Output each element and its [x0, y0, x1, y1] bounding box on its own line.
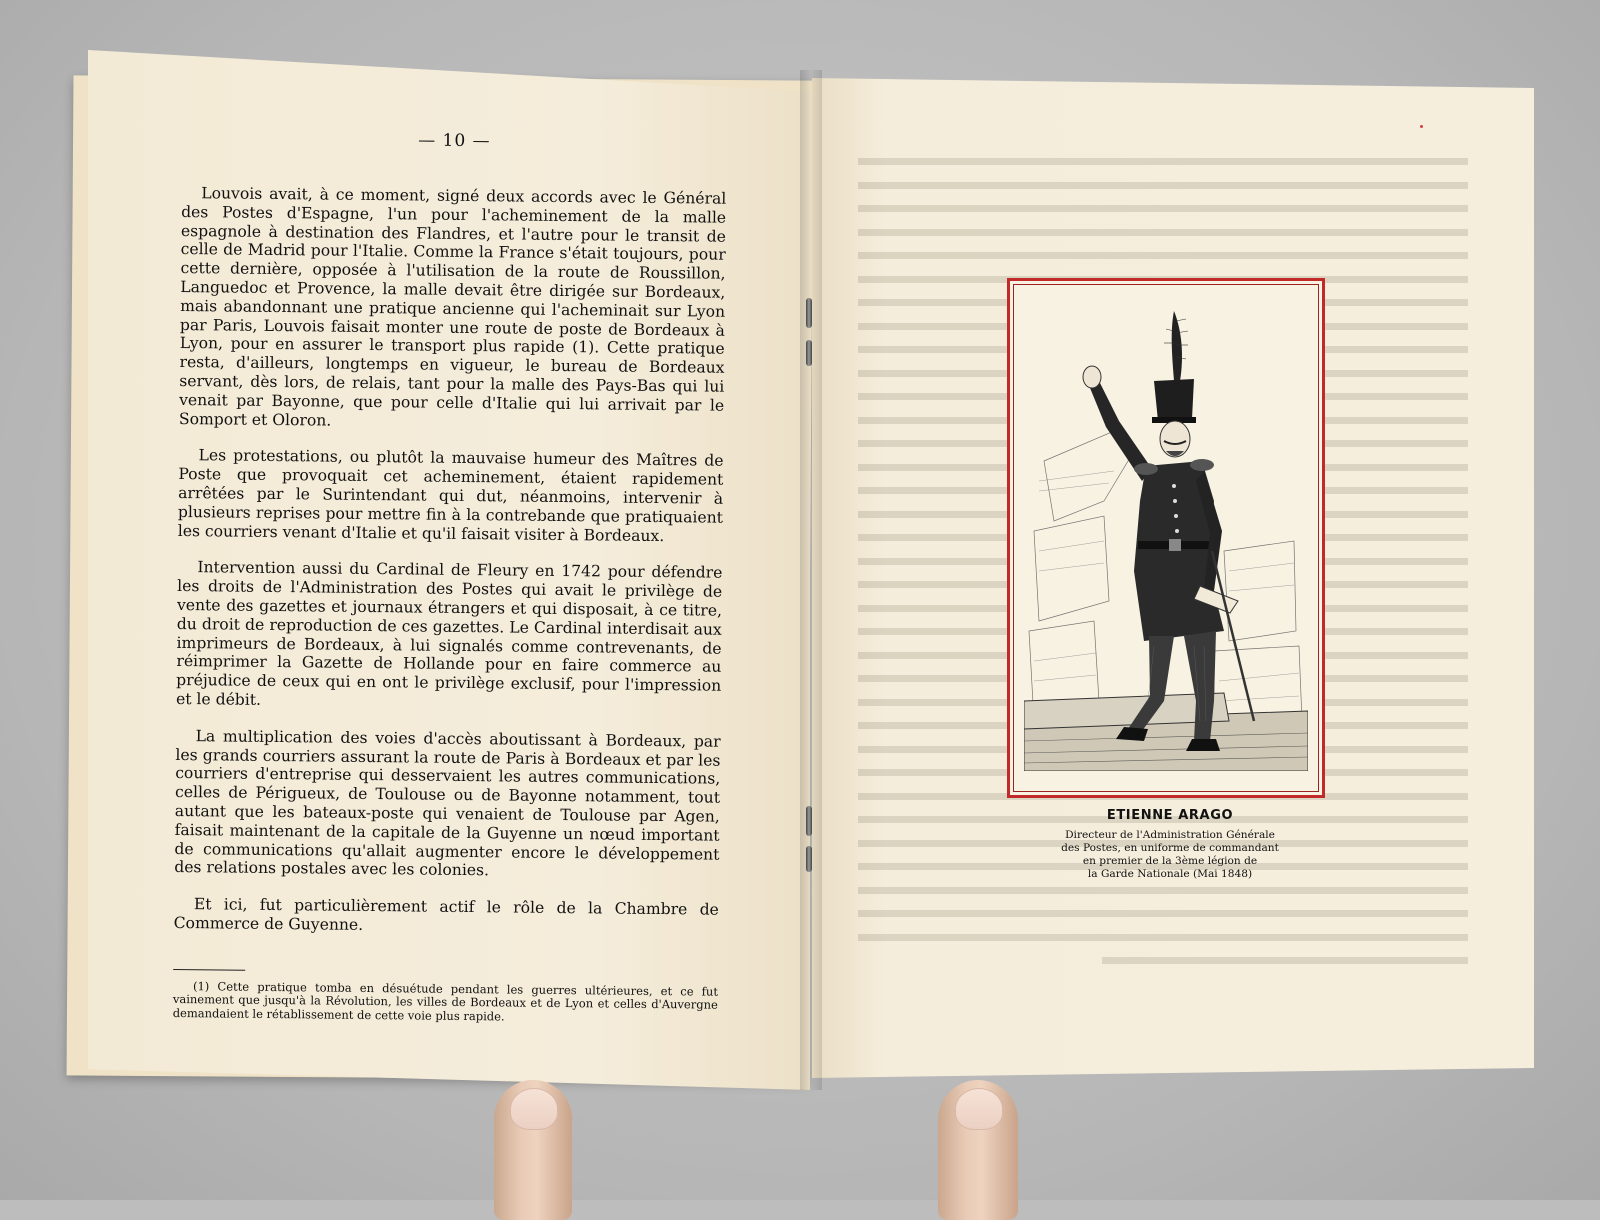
paragraph-4: La multiplication des voies d'accès aboutissant à Bordeaux, par les grands courriers assurant la route de Paris à Bordeaux et par les courriers d'entreprise qui desservaient les autres communications, celles de Périgueux, de Toulouse ou de Bayonne notamment, tout autant que les bateaux-poste qui venaient de Toulouse par Agen, faisait maintenant de la capitale de la Guyenne un nœud important de communications qu'allait augmenter encore le développement des relations postales avec les colonies. — [174, 726, 721, 880]
portrait-engraving — [1024, 301, 1308, 771]
show-through-line — [858, 244, 1468, 268]
show-through-line — [858, 902, 1468, 926]
paragraph-2: Les protestations, ou plutôt la mauvaise humeur des Maîtres de Poste que provoquait cet acheminement, étaient rapidement arrêtées par le Surintendant qui dut, néanmoins, intervenir à plusieurs reprises pour mettre fin à la contrebande que pratiquaient les courriers venant d'Italie et qu'il faisait visiter à Bordeaux. — [177, 446, 724, 545]
paragraph-5: Et ici, fut particulièrement actif le rôle de la Chambre de Commerce de Guyenne. — [173, 895, 719, 934]
caption-line-1: Directeur de l'Administration Générale — [1065, 829, 1275, 841]
show-through-line — [858, 221, 1468, 245]
staple-bottom — [806, 806, 812, 836]
footnote-rule — [173, 969, 245, 971]
right-fingernail — [955, 1088, 1003, 1130]
show-through-line — [858, 174, 1468, 198]
portrait-frame — [1007, 278, 1325, 798]
left-page-text — [173, 128, 727, 1026]
footnote: (1) Cette pratique tomba en désuétude pendant les guerres ultérieures, et ce fut vainement que jusqu'à la Révolution, les villes de Bordeaux et de Lyon et celles d'Auvergne demandaient le rétablissement de cette voie plus rapide. — [172, 978, 719, 1024]
right-finger — [938, 1080, 1018, 1220]
staple-top — [806, 298, 812, 328]
paragraph-1: Louvois avait, à ce moment, signé deux accords avec le Général des Postes d'Espagne, l'un pour l'acheminement de la malle espagnole à destination des Flandres, et l'autre pour le transit de celle de Madrid pour l'Italie. Comme la France s'était toujours, pour cette dernière, opposée à l'utilisation de la route de Roussillon, Languedoc et Provence, la malle devait être dirigée sur Bordeaux, mais abandonnant une pratique ancienne qui l'acheminait sur Lyon par Paris, Louvois faisait monter une route de poste de Bordeaux à Lyon, pour en assurer le transport plus rapide (1). Cette pratique resta, d'ailleurs, longtemps en vigueur, le bureau de Bordeaux servant, dès lors, de relais, tant pour la malle des Pays-Bas qui lui venait par Bayonne, que pour celle d'Italie qui lui arrivait par le Somport et Oloron. — [178, 184, 727, 430]
page-number: — 10 — — [418, 130, 491, 152]
caption-line-2: des Postes, en uniforme de commandant — [1061, 842, 1279, 854]
paragraph-3: Intervention aussi du Cardinal de Fleury en 1742 pour défendre les droits de l'Administration des Postes qui avait le privilège de vente des gazettes et journaux étrangers et qui disposait, à ce titre, du droit de reproduction de ces gazettes. Le Cardinal interdisait aux imprimeurs de Bordeaux, à lui signalés comme contrevenants, de réimprimer la Gazette de Hollande pour en faire commerce au préjudice de ceux qui en ont le privilège exclusif, pour l'impression et le débit. — [175, 558, 723, 709]
staple-bottom-lower — [806, 846, 812, 872]
show-through-line — [858, 949, 1468, 973]
show-through-line — [858, 926, 1468, 950]
staple-top-lower — [806, 340, 812, 366]
caption-name: ETIENNE ARAGO — [1106, 808, 1234, 823]
left-fingernail — [510, 1088, 558, 1130]
show-through-line — [858, 879, 1468, 903]
portrait-caption — [1025, 808, 1315, 881]
red-speck — [1420, 125, 1423, 128]
caption-line-4: la Garde Nationale (Mai 1848) — [1087, 868, 1253, 880]
show-through-line — [858, 150, 1468, 174]
show-through-line — [858, 197, 1468, 221]
left-finger — [494, 1080, 572, 1220]
caption-line-3: en premier de la 3ème légion de — [1082, 855, 1258, 867]
booklet-spine — [800, 70, 822, 1090]
